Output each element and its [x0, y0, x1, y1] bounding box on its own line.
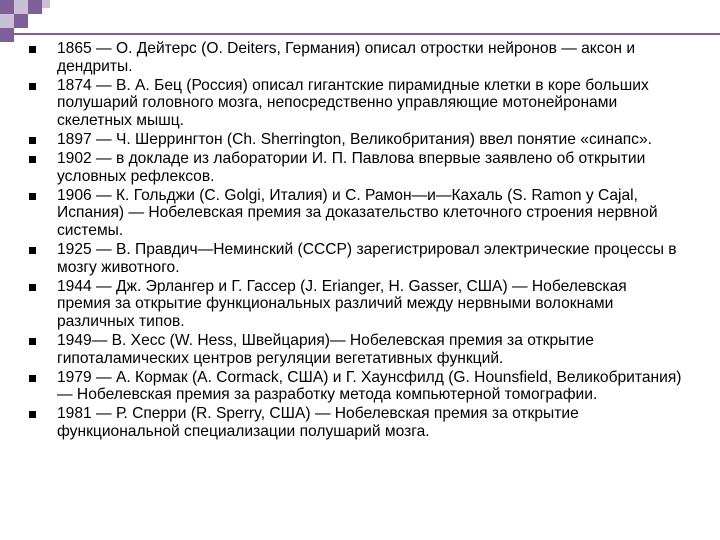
square-bullet-icon — [29, 247, 36, 254]
list-item — [0, 131, 720, 149]
timeline-list — [0, 40, 720, 442]
square-bullet-icon — [29, 137, 36, 144]
list-item-text: 1944 — Дж. Эрлангер и Г. Гассер (J. Eriangеr, Н. Gasser, США) — Нобелевская премия за открытие функциональных различий между нервными волокнами различных типов. — [57, 277, 627, 330]
corner-decoration — [0, 14, 14, 28]
corner-decoration — [28, 0, 42, 14]
list-item — [0, 332, 720, 367]
list-item-text: 1949— В. Хесс (W. Hess, Швейцария)— Нобелевская премия за открытие гипоталамических центров регуляции вегетативных функций. — [57, 332, 594, 367]
square-bullet-icon — [29, 284, 36, 291]
corner-decoration — [0, 0, 14, 14]
list-item — [0, 241, 720, 276]
list-item-text: 1874 — В. А. Бец (Россия) описал гигантские пирамидные клетки в коре больших полушарий головного мозга, непосредственно управляющие мотонейронами скелетных мышц. — [57, 76, 649, 129]
list-item — [0, 405, 720, 440]
list-item-text: 1865 — О. Дейтерс (О. Deiters, Германия) описал отростки нейронов — аксон и дендриты. — [57, 40, 636, 75]
list-item — [0, 77, 720, 130]
list-item — [0, 150, 720, 185]
list-item-text: 1902 — в докладе из лаборатории И. П. Павлова впервые заявлено об открытии условных рефлексов. — [57, 150, 646, 185]
list-item — [0, 278, 720, 331]
square-bullet-icon — [29, 193, 36, 200]
square-bullet-icon — [29, 375, 36, 382]
list-item-text: 1906 — К. Гольджи (С. Golgi, Италия) и С. Рамон—и—Кахаль (S. Ramon у Cajal, Испания) — Нобелевская премия за доказательство клеточного строения нервной системы. — [57, 186, 658, 239]
list-item-text: 1979 — А. Кормак (А. Cormack, США) и Г. Хаунсфилд (G. Hounsfield, Великобритания) — Нобелевская премия за разработку метода компьютерной томографии. — [57, 368, 682, 404]
square-bullet-icon — [29, 156, 36, 163]
list-item — [0, 187, 720, 240]
list-item — [0, 40, 720, 75]
list-item — [0, 369, 720, 404]
header-divider-line — [14, 33, 720, 35]
corner-decoration — [42, 0, 50, 8]
list-item-text: 1925 — В. Правдич—Неминский (СССР) зарегистрировал электрические процессы в мозгу животного. — [57, 241, 677, 276]
corner-decoration — [14, 0, 28, 14]
corner-decoration — [14, 14, 28, 28]
square-bullet-icon — [29, 46, 36, 53]
square-bullet-icon — [29, 83, 36, 90]
list-item-text: 1897 — Ч. Шеррингтон (Ch. Sherrington, Великобритания) ввел понятие «синапс». — [57, 130, 652, 148]
list-item-text: 1981 — Р. Сперри (R. Sperry, США) — Нобелевская премия за открытие функциональной специализации полушарий мозга. — [57, 405, 579, 440]
square-bullet-icon — [29, 338, 36, 345]
square-bullet-icon — [29, 411, 36, 418]
